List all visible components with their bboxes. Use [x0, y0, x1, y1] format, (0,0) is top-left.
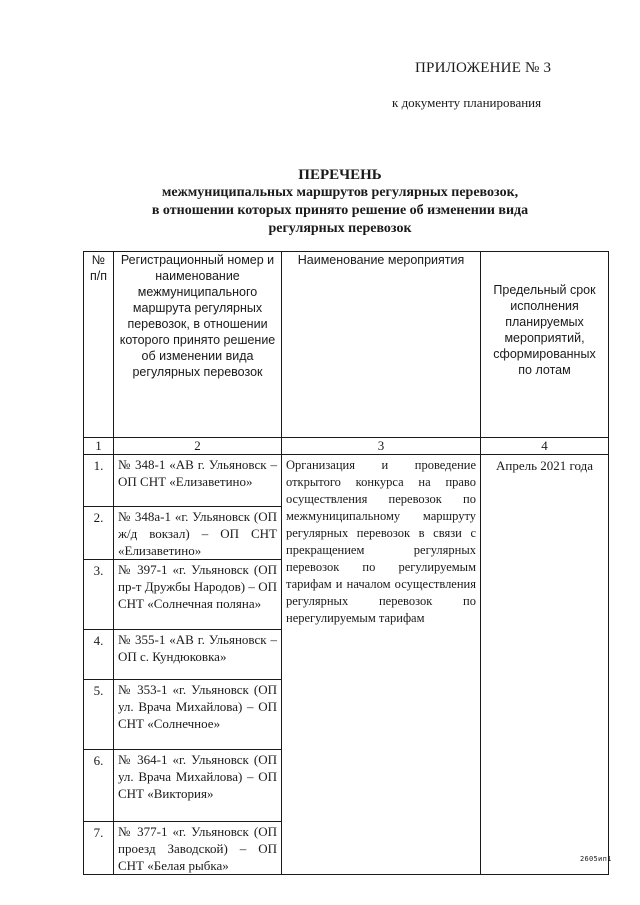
route-name: № 355-1 «АВ г. Ульяновск – ОП с. Кундюковка» — [114, 630, 282, 680]
route-name: № 377-1 «г. Ульяновск (ОП проезд Заводской) – ОП СНТ «Белая рыбка» — [114, 822, 282, 875]
appendix-reference: к документу планирования — [392, 95, 542, 110]
title-main: ПЕРЕЧЕНЬ — [298, 167, 382, 183]
routes-table — [83, 251, 609, 875]
row-number: 6. — [84, 750, 114, 822]
row-number: 3. — [84, 560, 114, 630]
table-row — [84, 455, 609, 507]
header-activity: Наименование мероприятия — [282, 252, 481, 438]
deadline-cell: Апрель 2021 года — [481, 455, 609, 875]
row-number: 7. — [84, 822, 114, 875]
route-name: № 397-1 «г. Ульяновск (ОП пр-т Дружбы Народов) – ОП СНТ «Солнечная поляна» — [114, 560, 282, 630]
column-number: 4 — [481, 438, 609, 455]
route-name: № 353-1 «г. Ульяновск (ОП ул. Врача Михайлова) – ОП СНТ «Солнечное» — [114, 680, 282, 750]
document-code: 2605ип1 — [580, 855, 612, 863]
title-line-2: в отношении которых принято решение об изменении вида — [151, 203, 529, 218]
route-name: № 364-1 «г. Ульяновск (ОП ул. Врача Михайлова) – ОП СНТ «Виктория» — [114, 750, 282, 822]
activity-cell: Организация и проведение открытого конкурса на право осуществления перевозок по межмуниципальному маршруту регулярных перевозок в связи с прекращением регулярных перевозок по регулируемым тарифам и началом осуществления регулярных перевозок по нерегулируемым тарифам — [282, 455, 481, 875]
table-header-row — [84, 252, 609, 438]
column-number: 3 — [282, 438, 481, 455]
column-numbers-row — [84, 438, 609, 455]
row-number: 5. — [84, 680, 114, 750]
route-name: № 348-1 «АВ г. Ульяновск – ОП СНТ «Елизаветино» — [114, 455, 282, 507]
row-number: 4. — [84, 630, 114, 680]
title-line-3: регулярных перевозок — [268, 221, 412, 236]
column-number: 2 — [114, 438, 282, 455]
header-route: Регистрационный номер и наименование межмуниципального маршрута регулярных перевозок, в отношении которого принято решение об изменении вида регулярных перевозок — [114, 252, 282, 438]
row-number: 1. — [84, 455, 114, 507]
column-number: 1 — [84, 438, 114, 455]
header-number: № п/п — [84, 252, 114, 438]
title-line-1: межмуниципальных маршрутов регулярных перевозок, — [161, 185, 519, 200]
row-number: 2. — [84, 507, 114, 560]
document-title — [100, 166, 580, 238]
header-deadline: Предельный срок исполнения планируемых мероприятий, сформированных по лотам — [481, 252, 609, 438]
appendix-number: ПРИЛОЖЕНИЕ № 3 — [415, 60, 552, 76]
route-name: № 348а-1 «г. Ульяновск (ОП ж/д вокзал) – ОП СНТ «Елизаветино» — [114, 507, 282, 560]
